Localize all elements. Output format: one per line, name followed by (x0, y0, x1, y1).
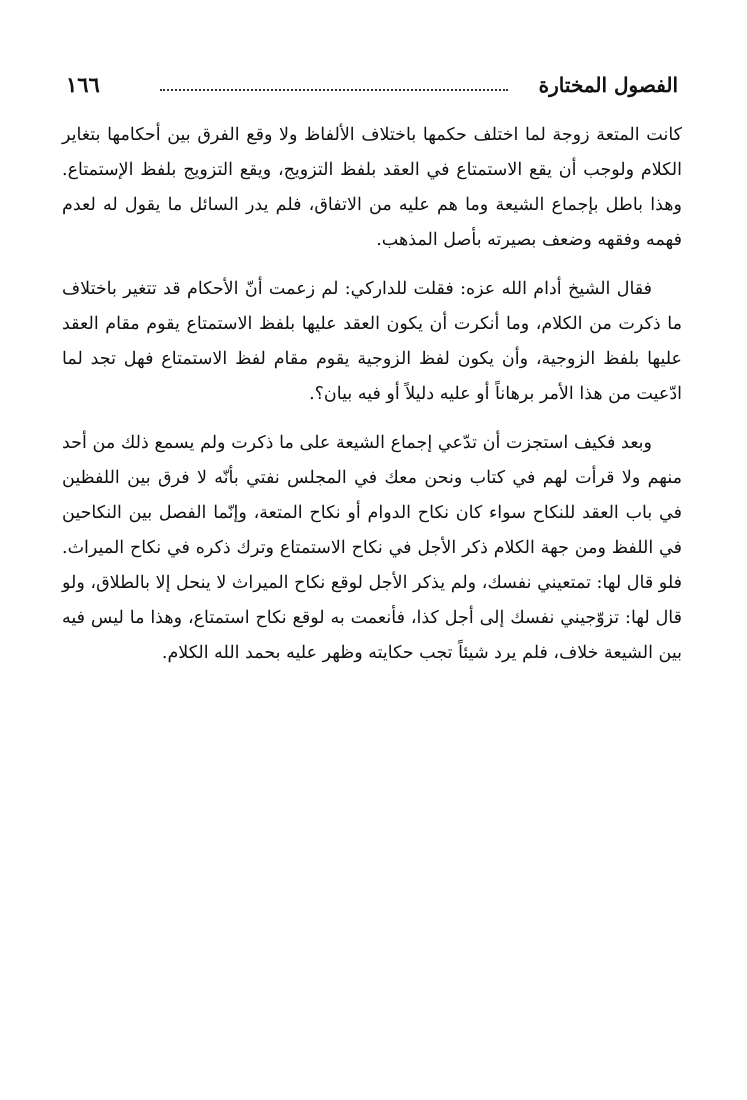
paragraph-2: فقال الشيخ أدام الله عزه: فقلت للداركي: لم زعمت أنّ الأحكام قد تتغير باختلاف ما ذكرت من الكلام، وما أنكرت أن يكون العقد عليها بلفظ الاستمتاع يقوم مقام العقد عليها بلفظ الزوجية، وأن يكون لفظ الزوجية يقوم مقام لفظ الاستمتاع فهل تجد لما ادّعيت من هذا الأمر برهاناً أو عليه دليلاً أو فيه بيان؟. (62, 279, 682, 404)
body-text (62, 118, 682, 671)
header-dotted-leader (160, 89, 508, 91)
book-title: الفصول المختارة (538, 73, 678, 97)
page-number: ١٦٦ (66, 72, 100, 97)
running-header (66, 70, 678, 106)
paragraph-3: وبعد فكيف استجزت أن تدّعي إجماع الشيعة على ما ذكرت ولم يسمع ذلك من أحد منهم ولا قرأت لهم في كتاب ونحن معك في المجلس نفتي بأنّه لا فرق بين اللفظين في باب العقد للنكاح سواء كان نكاح الدوام أو نكاح المتعة، وإنّما الفصل بين النكاحين في اللفظ ومن جهة الكلام ذكر الأجل في نكاح الاستمتاع وترك ذكره في نكاح الميراث. فلو قال لها: تمتعيني نفسك، ولم يذكر الأجل لوقع نكاح الميراث لا ينحل إلا بالطلاق، ولو قال لها: تزوّجيني نفسك إلى أجل كذا، فأنعمت به لوقع نكاح استمتاع، وهذا ما ليس فيه بين الشيعة خلاف، فلم يرد شيئاً تجب حكايته وظهر عليه بحمد الله الكلام. (62, 433, 682, 663)
paragraph-1: كانت المتعة زوجة لما اختلف حكمها باختلاف الألفاظ ولا وقع الفرق بين أحكامها بتغاير الكلام ولوجب أن يقع الاستمتاع في العقد بلفظ التزويج، ويقع التزويج بلفظ الإستمتاع. وهذا باطل بإجماع الشيعة وما هم عليه من الاتفاق، فلم يدر السائل ما يقول له لعدم فهمه وفقهه وضعف بصيرته بأصل المذهب. (62, 125, 682, 250)
